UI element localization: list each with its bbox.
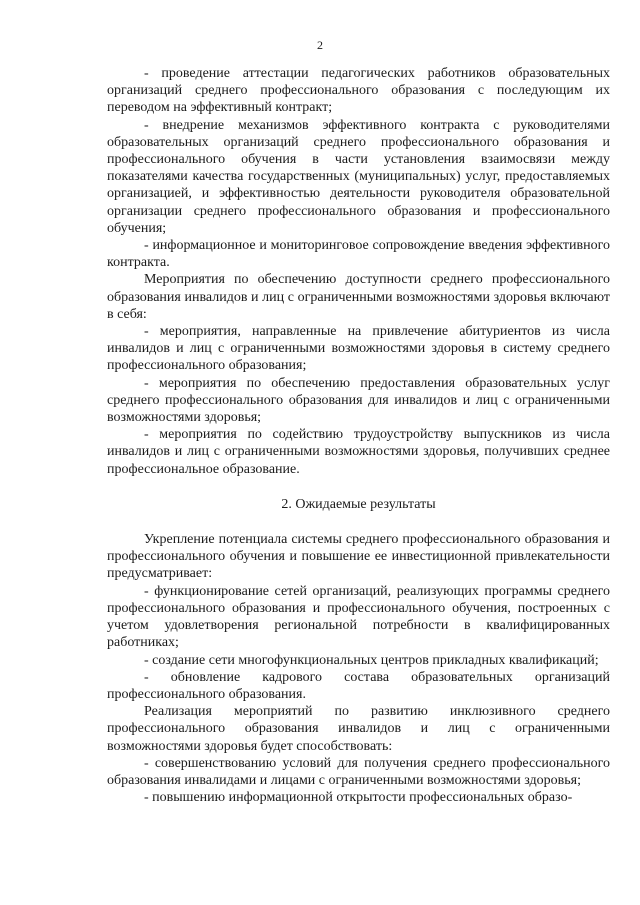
- list-item: - совершенствованию условий для получения среднего профессионального образования инвалидами и лицами с ограниченными возможностями здоровья;: [107, 755, 610, 788]
- list-item: - мероприятия, направленные на привлечение абитуриентов из числа инвалидов и лиц с ограниченными возможностями здоровья в систему среднего профессионального образования;: [107, 324, 610, 374]
- page-body: [107, 65, 610, 806]
- body-paragraph: Укрепление потенциала системы среднего профессионального образования и профессионального обучения и повышение ее инвестиционной привлекательности предусматривает:: [107, 532, 610, 582]
- list-item: - проведение аттестации педагогических работников образовательных организаций среднего профессионального образования с последующим их переводом на эффективный контракт;: [107, 66, 610, 116]
- section-heading: 2. Ожидаемые результаты: [281, 496, 436, 512]
- list-item: - мероприятия по содействию трудоустройству выпускников из числа инвалидов и лиц с ограниченными возможностями здоровья, получивших среднее профессиональное образование.: [107, 427, 610, 477]
- list-item: - информационное и мониторинговое сопровождение введения эффективного контракта.: [107, 238, 610, 271]
- page-number: 2: [317, 38, 323, 52]
- list-item: - внедрение механизмов эффективного контракта с руководителями образовательных организаций среднего профессионального образования и профессионального обучения в части установления взаимосвязи между показателями качества государственных (муниципальных) услуг, предоставляемых организацией, и эффективностью деятельности руководителя образовательной организации среднего профессионального образования и профессионального обучения;: [107, 117, 610, 236]
- body-paragraph: Реализация мероприятий по развитию инклюзивного среднего профессионального образования инвалидов и лиц с ограниченными возможностями здоровья будет способствовать:: [107, 704, 610, 754]
- body-paragraph: Мероприятия по обеспечению доступности среднего профессионального образования инвалидов и лиц с ограниченными возможностями здоровья включают в себя:: [107, 272, 610, 322]
- list-item: - повышению информационной открытости профессиональных образо-: [144, 790, 573, 806]
- list-item: - обновление кадрового состава образовательных организаций профессионального образования.: [107, 669, 610, 702]
- list-item: - функционирование сетей организаций, реализующих программы среднего профессионального образования и профессионального обучения, построенных с учетом удовлетворения региональной потребности в квалифицированных работниках;: [107, 583, 610, 651]
- list-item: - мероприятия по обеспечению предоставления образовательных услуг среднего профессионального образования для инвалидов и лиц с ограниченными возможностями здоровья;: [107, 375, 610, 426]
- list-item: - создание сети многофункциональных центров прикладных квалификаций;: [144, 652, 599, 668]
